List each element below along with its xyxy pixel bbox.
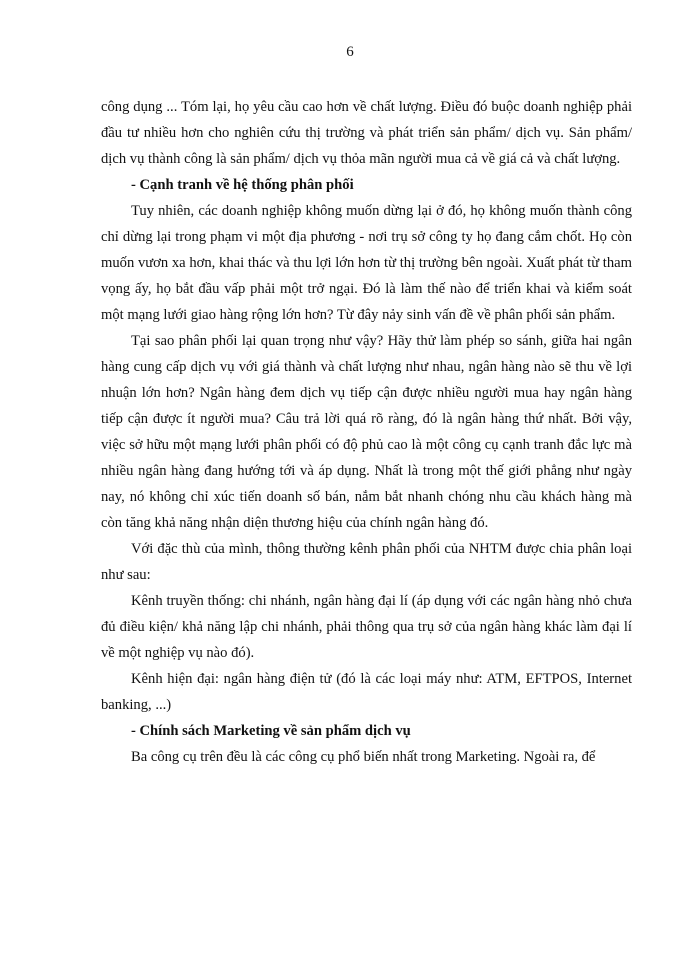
paragraph-marketing-tools: Ba công cụ trên đều là các công cụ phổ biến nhất trong Marketing. Ngoài ra, để bbox=[131, 749, 596, 765]
document-body bbox=[101, 94, 632, 770]
paragraph-channel-classification: Với đặc thù của mình, thông thường kênh phân phối của NHTM được chia phân loại như sau: bbox=[101, 541, 632, 583]
paragraph-modern-channel: Kênh hiện đại: ngân hàng điện tử (đó là các loại máy như: ATM, EFTPOS, Internet banking, ...) bbox=[101, 671, 632, 713]
section-heading-marketing-policy: - Chính sách Marketing về sản phẩm dịch vụ bbox=[131, 723, 411, 739]
page-number: 6 bbox=[346, 44, 354, 60]
paragraph-distribution-intro: Tuy nhiên, các doanh nghiệp không muốn dừng lại ở đó, họ không muốn thành công chỉ dừng lại trong phạm vi một địa phương - nơi trụ sở công ty họ đang cắm chốt. Họ còn muốn vươn xa hơn, khai thác và thu lợi lớn hơn từ thị trường bên ngoài. Xuất phát từ tham vọng ấy, họ bắt đầu vấp phải một trở ngại. Đó là làm thế nào để triển khai và kiểm soát một mạng lưới giao hàng rộng lớn hơn? Từ đây nảy sinh vấn đề về phân phối sản phẩm. bbox=[101, 203, 632, 323]
section-heading-distribution: - Cạnh tranh về hệ thống phân phối bbox=[131, 177, 354, 193]
paragraph-continuation: công dụng ... Tóm lại, họ yêu cầu cao hơn về chất lượng. Điều đó buộc doanh nghiệp phải đầu tư nhiều hơn cho nghiên cứu thị trường và phát triển sản phẩm/ dịch vụ. Sản phẩm/ dịch vụ thành công là sản phẩm/ dịch vụ thỏa mãn người mua cả về giá cả và chất lượng. bbox=[101, 99, 632, 167]
paragraph-distribution-importance: Tại sao phân phối lại quan trọng như vậy? Hãy thử làm phép so sánh, giữa hai ngân hàng cung cấp dịch vụ với giá thành và chất lượng như nhau, ngân hàng nào sẽ thu về lợi nhuận lớn hơn? Ngân hàng đem dịch vụ tiếp cận được nhiều người mua hay ngân hàng tiếp cận được ít người mua? Câu trả lời quá rõ ràng, đó là ngân hàng thứ nhất. Bởi vậy, việc sở hữu một mạng lưới phân phối có độ phủ cao là một công cụ cạnh tranh đắc lực mà nhiều ngân hàng đang hướng tới và áp dụng. Nhất là trong một thế giới phẳng như ngày nay, nó không chỉ xúc tiến doanh số bán, nắm bắt nhanh chóng nhu cầu khách hàng mà còn tăng khả năng nhận diện thương hiệu của chính ngân hàng đó. bbox=[101, 333, 632, 531]
paragraph-traditional-channel: Kênh truyền thống: chi nhánh, ngân hàng đại lí (áp dụng với các ngân hàng nhỏ chưa đủ điều kiện/ khả năng lập chi nhánh, phải thông qua trụ sở của ngân hàng khác làm đại lí về một nghiệp vụ nào đó). bbox=[101, 593, 632, 661]
